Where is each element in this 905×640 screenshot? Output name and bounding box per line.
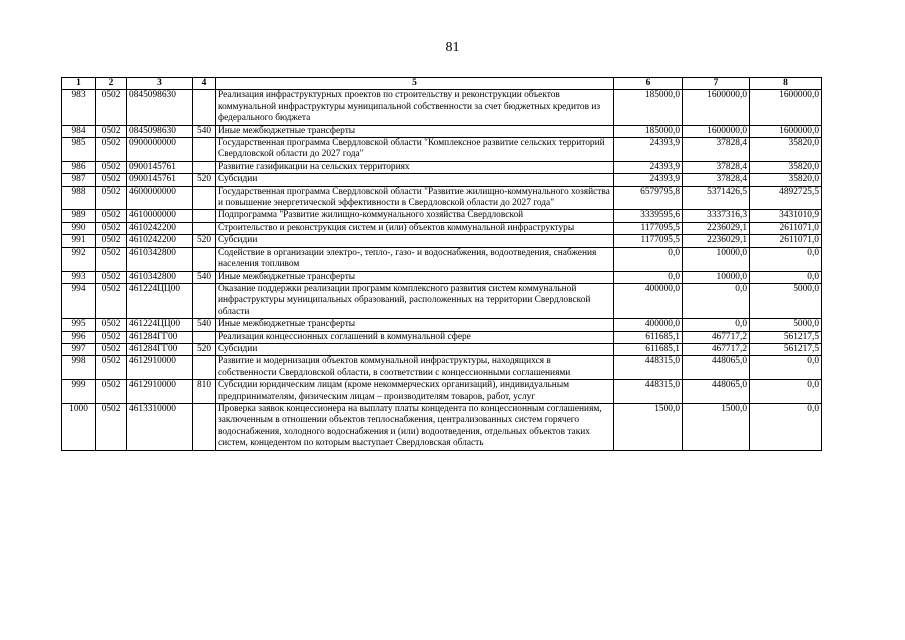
- amount-year-1: 185000,0: [614, 125, 683, 137]
- column-header: 1: [62, 78, 96, 90]
- section-code: 0502: [96, 161, 127, 173]
- table-row: [62, 222, 822, 234]
- expense-type-code: [193, 186, 216, 210]
- target-article-code: 4610242200: [127, 235, 193, 247]
- amount-year-3: 0,0: [750, 356, 822, 380]
- amount-year-2: 37828,4: [683, 138, 750, 162]
- target-article-code: 4610342800: [127, 247, 193, 271]
- target-article-code: 4612910000: [127, 380, 193, 404]
- target-article-code: 4610342800: [127, 271, 193, 283]
- amount-year-2: 0,0: [683, 319, 750, 331]
- amount-year-3: 3431010,9: [750, 210, 822, 222]
- table-row: [62, 356, 822, 380]
- target-article-code: 461224ЦЦ00: [127, 319, 193, 331]
- column-header: 6: [614, 78, 683, 90]
- amount-year-1: 448315,0: [614, 380, 683, 404]
- section-code: 0502: [96, 174, 127, 186]
- expense-type-code: [193, 222, 216, 234]
- row-number: 994: [62, 283, 96, 318]
- table-row: [62, 343, 822, 355]
- section-code: 0502: [96, 247, 127, 271]
- amount-year-1: 1177095,5: [614, 235, 683, 247]
- item-name: Государственная программа Свердловской области "Комплексное развитие сельских территорий Свердловской области до 2027 года": [216, 138, 614, 162]
- amount-year-1: 0,0: [614, 247, 683, 271]
- item-name: Содействие в организации электро-, тепло-, газо- и водоснабжения, водоотведения, снабжения населения топливом: [216, 247, 614, 271]
- target-article-code: 461224ЦЦ00: [127, 283, 193, 318]
- row-number: 998: [62, 356, 96, 380]
- row-number: 986: [62, 161, 96, 173]
- table-row: [62, 210, 822, 222]
- section-code: 0502: [96, 380, 127, 404]
- amount-year-2: 5371426,5: [683, 186, 750, 210]
- row-number: 983: [62, 90, 96, 125]
- target-article-code: 4612910000: [127, 356, 193, 380]
- row-number: 992: [62, 247, 96, 271]
- table-row: [62, 138, 822, 162]
- section-code: 0502: [96, 90, 127, 125]
- table-body: [62, 90, 822, 450]
- section-code: 0502: [96, 403, 127, 450]
- table-row: [62, 271, 822, 283]
- column-header: 8: [750, 78, 822, 90]
- amount-year-2: 1600000,0: [683, 125, 750, 137]
- amount-year-2: 3337316,3: [683, 210, 750, 222]
- amount-year-2: 37828,4: [683, 174, 750, 186]
- amount-year-3: 1600000,0: [750, 125, 822, 137]
- table-row: [62, 380, 822, 404]
- table-row: [62, 174, 822, 186]
- amount-year-3: 5000,0: [750, 319, 822, 331]
- expense-type-code: [193, 403, 216, 450]
- section-code: 0502: [96, 235, 127, 247]
- expense-type-code: [193, 283, 216, 318]
- amount-year-2: 2236029,1: [683, 222, 750, 234]
- item-name: Субсидии: [216, 174, 614, 186]
- section-code: 0502: [96, 138, 127, 162]
- amount-year-1: 611685,1: [614, 343, 683, 355]
- target-article-code: 4610000000: [127, 210, 193, 222]
- section-code: 0502: [96, 283, 127, 318]
- amount-year-3: 35820,0: [750, 174, 822, 186]
- target-article-code: 0900000000: [127, 138, 193, 162]
- table-row: [62, 319, 822, 331]
- budget-table: [61, 77, 822, 451]
- column-header: 7: [683, 78, 750, 90]
- amount-year-2: 2236029,1: [683, 235, 750, 247]
- amount-year-1: 400000,0: [614, 283, 683, 318]
- expense-type-code: [193, 161, 216, 173]
- item-name: Реализация концессионных соглашений в коммунальной сфере: [216, 331, 614, 343]
- item-name: Оказание поддержки реализации программ комплексного развития систем коммунальной инфраструктуры муниципальных образований, расположенных на территории Свердловской области: [216, 283, 614, 318]
- amount-year-1: 611685,1: [614, 331, 683, 343]
- amount-year-3: 1600000,0: [750, 90, 822, 125]
- amount-year-3: 0,0: [750, 380, 822, 404]
- amount-year-1: 24393,9: [614, 138, 683, 162]
- item-name: Государственная программа Свердловской области "Развитие жилищно-коммунального хозяйства и повышение энергетической эффективности в Свердловской области до 2027 года": [216, 186, 614, 210]
- section-code: 0502: [96, 125, 127, 137]
- target-article-code: 4600000000: [127, 186, 193, 210]
- amount-year-2: 1500,0: [683, 403, 750, 450]
- amount-year-1: 1500,0: [614, 403, 683, 450]
- section-code: 0502: [96, 271, 127, 283]
- amount-year-3: 0,0: [750, 247, 822, 271]
- target-article-code: 0900145761: [127, 161, 193, 173]
- row-number: 993: [62, 271, 96, 283]
- amount-year-3: 35820,0: [750, 138, 822, 162]
- amount-year-3: 5000,0: [750, 283, 822, 318]
- expense-type-code: [193, 138, 216, 162]
- section-code: 0502: [96, 319, 127, 331]
- table-row: [62, 283, 822, 318]
- amount-year-1: 400000,0: [614, 319, 683, 331]
- table-row: [62, 403, 822, 450]
- expense-type-code: 520: [193, 174, 216, 186]
- amount-year-1: 24393,9: [614, 161, 683, 173]
- amount-year-3: 2611071,0: [750, 222, 822, 234]
- amount-year-2: 10000,0: [683, 247, 750, 271]
- item-name: Строительство и реконструкция систем и (или) объектов коммунальной инфраструктуры: [216, 222, 614, 234]
- row-number: 984: [62, 125, 96, 137]
- item-name: Иные межбюджетные трансферты: [216, 271, 614, 283]
- section-code: 0502: [96, 356, 127, 380]
- column-header: 4: [193, 78, 216, 90]
- row-number: 999: [62, 380, 96, 404]
- expense-type-code: 810: [193, 380, 216, 404]
- table-row: [62, 247, 822, 271]
- amount-year-2: 0,0: [683, 283, 750, 318]
- amount-year-1: 3339595,6: [614, 210, 683, 222]
- table-row: [62, 125, 822, 137]
- amount-year-3: 0,0: [750, 403, 822, 450]
- table-row: [62, 90, 822, 125]
- amount-year-2: 467717,2: [683, 331, 750, 343]
- row-number: 990: [62, 222, 96, 234]
- section-code: 0502: [96, 343, 127, 355]
- amount-year-3: 0,0: [750, 271, 822, 283]
- row-number: 1000: [62, 403, 96, 450]
- amount-year-2: 467717,2: [683, 343, 750, 355]
- column-header: 2: [96, 78, 127, 90]
- amount-year-2: 448065,0: [683, 380, 750, 404]
- item-name: Субсидии: [216, 235, 614, 247]
- target-article-code: 4613310000: [127, 403, 193, 450]
- row-number: 985: [62, 138, 96, 162]
- amount-year-1: 1177095,5: [614, 222, 683, 234]
- item-name: Реализация инфраструктурных проектов по строительству и реконструкции объектов коммунальной инфраструктуры муниципальной собственности за счет бюджетных кредитов из федерального бюджета: [216, 90, 614, 125]
- amount-year-1: 448315,0: [614, 356, 683, 380]
- amount-year-3: 561217,5: [750, 331, 822, 343]
- target-article-code: 0900145761: [127, 174, 193, 186]
- expense-type-code: 540: [193, 125, 216, 137]
- table-row: [62, 235, 822, 247]
- item-name: Субсидии: [216, 343, 614, 355]
- item-name: Проверка заявок концессионера на выплату платы концедента по концессионным соглашениям, заключенным в отношении объектов теплоснабжения, централизованных систем горячего водоснабжения, холодного водоснабжения и (или) водоотведения, отдельных объектов таких систем, концедентом по которым выступает Свердловская область: [216, 403, 614, 450]
- row-number: 987: [62, 174, 96, 186]
- row-number: 988: [62, 186, 96, 210]
- amount-year-1: 185000,0: [614, 90, 683, 125]
- section-code: 0502: [96, 222, 127, 234]
- amount-year-2: 448065,0: [683, 356, 750, 380]
- expense-type-code: [193, 247, 216, 271]
- expense-type-code: [193, 90, 216, 125]
- page-number: 81: [445, 40, 460, 55]
- expense-type-code: 520: [193, 343, 216, 355]
- item-name: Подпрограмма "Развитие жилищно-коммунального хозяйства Свердловской: [216, 210, 614, 222]
- target-article-code: 4610242200: [127, 222, 193, 234]
- target-article-code: 0845098630: [127, 125, 193, 137]
- amount-year-1: 0,0: [614, 271, 683, 283]
- table-row: [62, 186, 822, 210]
- table-row: [62, 161, 822, 173]
- section-code: 0502: [96, 210, 127, 222]
- amount-year-3: 35820,0: [750, 161, 822, 173]
- item-name: Развитие и модернизация объектов коммунальной инфраструктуры, находящихся в собственности Свердловской области, в соответствии с концессионными соглашениями: [216, 356, 614, 380]
- target-article-code: 461284ГГ00: [127, 343, 193, 355]
- expense-type-code: [193, 210, 216, 222]
- amount-year-1: 24393,9: [614, 174, 683, 186]
- expense-type-code: [193, 331, 216, 343]
- row-number: 997: [62, 343, 96, 355]
- amount-year-3: 561217,5: [750, 343, 822, 355]
- amount-year-1: 6579795,8: [614, 186, 683, 210]
- target-article-code: 461284ГГ00: [127, 331, 193, 343]
- column-header: 3: [127, 78, 193, 90]
- item-name: Иные межбюджетные трансферты: [216, 319, 614, 331]
- item-name: Иные межбюджетные трансферты: [216, 125, 614, 137]
- section-code: 0502: [96, 331, 127, 343]
- amount-year-2: 10000,0: [683, 271, 750, 283]
- item-name: Субсидии юридическим лицам (кроме некоммерческих организаций), индивидуальным предпринимателям, физическим лицам – производителям товаров, работ, услуг: [216, 380, 614, 404]
- expense-type-code: 520: [193, 235, 216, 247]
- amount-year-3: 2611071,0: [750, 235, 822, 247]
- row-number: 996: [62, 331, 96, 343]
- header-row: [62, 78, 822, 90]
- target-article-code: 0845098630: [127, 90, 193, 125]
- expense-type-code: 540: [193, 271, 216, 283]
- amount-year-2: 1600000,0: [683, 90, 750, 125]
- column-header: 5: [216, 78, 614, 90]
- item-name: Развитие газификации на сельских территориях: [216, 161, 614, 173]
- expense-type-code: [193, 356, 216, 380]
- section-code: 0502: [96, 186, 127, 210]
- row-number: 995: [62, 319, 96, 331]
- amount-year-2: 37828,4: [683, 161, 750, 173]
- row-number: 991: [62, 235, 96, 247]
- row-number: 989: [62, 210, 96, 222]
- expense-type-code: 540: [193, 319, 216, 331]
- table-row: [62, 331, 822, 343]
- amount-year-3: 4892725,5: [750, 186, 822, 210]
